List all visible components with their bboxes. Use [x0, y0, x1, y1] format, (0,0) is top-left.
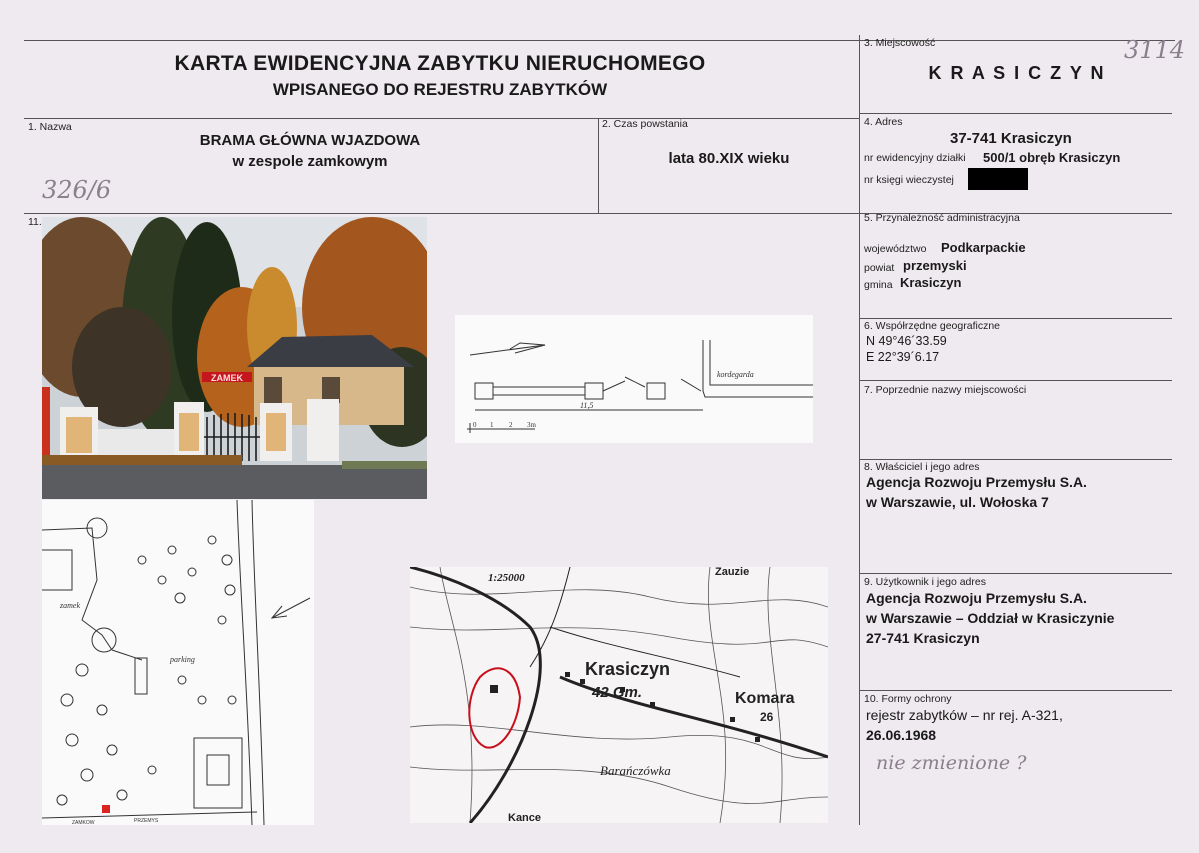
field5-label: 5. Przynależność administracyjna	[864, 212, 1020, 224]
user-line3: 27-741 Krasiczyn	[866, 630, 980, 646]
field1-label: 1. Nazwa	[28, 121, 72, 133]
card-subtitle: WPISANEGO DO REJESTRU ZABYTKÓW	[272, 80, 608, 99]
field10-label: 10. Formy ochrony	[864, 693, 952, 705]
scale-2: 2	[509, 421, 513, 429]
field3-divider	[860, 113, 1172, 114]
topo-village1-num: 26	[760, 710, 774, 724]
topo-town: Krasiczyn	[585, 659, 671, 679]
protected-area-outline	[469, 668, 520, 747]
voivodeship-value: Podkarpackie	[941, 240, 1026, 255]
topo-town-sub: 42 Gm.	[592, 684, 643, 701]
right-column-divider	[859, 35, 860, 825]
commune-value: Krasiczyn	[900, 275, 962, 290]
field2-label: 2. Czas powstania	[602, 118, 688, 130]
latitude: N 49°46´33.59	[866, 334, 947, 348]
handwritten-ref-number: 326/6	[42, 176, 112, 204]
user-line2: w Warszawie – Oddział w Krasiczynie	[866, 610, 1115, 626]
topo-scale: 1:25000	[488, 572, 525, 584]
longitude: E 22°39´6.17	[866, 350, 940, 364]
gate-photo	[42, 217, 427, 499]
field4-label: 4. Adres	[864, 116, 903, 128]
top-border	[24, 40, 1175, 41]
scale-1: 1	[490, 421, 494, 429]
topographic-map	[410, 567, 828, 823]
county-value: przemyski	[903, 258, 967, 273]
field11-label: 11.	[28, 216, 42, 228]
handwritten-card-number: 3114	[1124, 36, 1186, 64]
field3-label: 3. Miejscowość	[864, 37, 936, 49]
field2-value: lata 80.XIX wieku	[668, 150, 790, 167]
field1-value-line2: w zespole zamkowym	[232, 153, 388, 170]
field9-divider	[860, 690, 1172, 691]
plan-guard-label: kordegarda	[717, 370, 754, 379]
field6-divider	[860, 380, 1172, 381]
card-title: KARTA EWIDENCYJNA ZABYTKU NIERUCHOMEGO	[174, 52, 706, 75]
scale-3m: 3m	[527, 421, 536, 429]
field5-divider	[860, 318, 1172, 319]
field4-ledger-label: nr księgi wieczystej	[864, 174, 954, 186]
county-label: powiat	[864, 262, 895, 274]
field1-value-line1: BRAMA GŁÓWNA WJAZDOWA	[199, 132, 421, 149]
voivodeship-label: województwo	[864, 243, 927, 255]
gate-marker	[102, 805, 110, 813]
field6-label: 6. Współrzędne geograficzne	[864, 320, 1000, 332]
floor-plan-sketch	[455, 315, 813, 443]
field7-label: 7. Poprzednie nazwy miejscowości	[864, 384, 1027, 396]
owner-line2: w Warszawie, ul. Wołoska 7	[866, 494, 1049, 510]
site-street2: PRZEMYS	[134, 818, 159, 824]
gate-sign-text: ZAMEK	[211, 373, 243, 383]
field1-divider	[598, 118, 599, 214]
field8-label: 8. Właściciel i jego adres	[864, 461, 980, 473]
commune-label: gmina	[864, 279, 893, 291]
field4-parcel-label: nr ewidencyjny działki	[864, 152, 966, 164]
header-divider	[24, 118, 860, 119]
site-castle-label: zamek	[60, 601, 80, 610]
field7-divider	[860, 459, 1172, 460]
topo-field-name: Barańczówka	[600, 763, 671, 778]
owner-line1: Agencja Rozwoju Przemysłu S.A.	[866, 474, 1087, 490]
redaction-bar	[968, 168, 1028, 190]
protection-line2: 26.06.1968	[866, 727, 937, 743]
field4-parcel-value: 500/1 obręb Krasiczyn	[983, 150, 1121, 165]
site-street1: ZAMKOW	[72, 820, 95, 825]
field8-divider	[860, 573, 1172, 574]
protection-line1	[866, 707, 1063, 723]
topo-bottom-name: Kance	[508, 812, 542, 823]
scale-0: 0	[473, 421, 477, 429]
site-parking-label: parking	[170, 655, 195, 664]
field4-postal: 37-741 Krasiczyn	[950, 130, 1072, 147]
topo-village2: Zauzie	[715, 567, 750, 578]
topo-village1: Komara	[735, 690, 795, 707]
handwritten-note: nie zmienione ?	[876, 752, 1027, 774]
field9-label: 9. Użytkownik i jego adres	[864, 576, 986, 588]
site-map-sketch	[42, 500, 314, 825]
protection-text: rejestr zabytków – nr rej. A-321,	[866, 707, 1063, 723]
plan-dimension: 11,5	[580, 401, 594, 410]
user-line1: Agencja Rozwoju Przemysłu S.A.	[866, 590, 1087, 606]
field3-value: K R A S I C Z Y N	[928, 63, 1106, 83]
